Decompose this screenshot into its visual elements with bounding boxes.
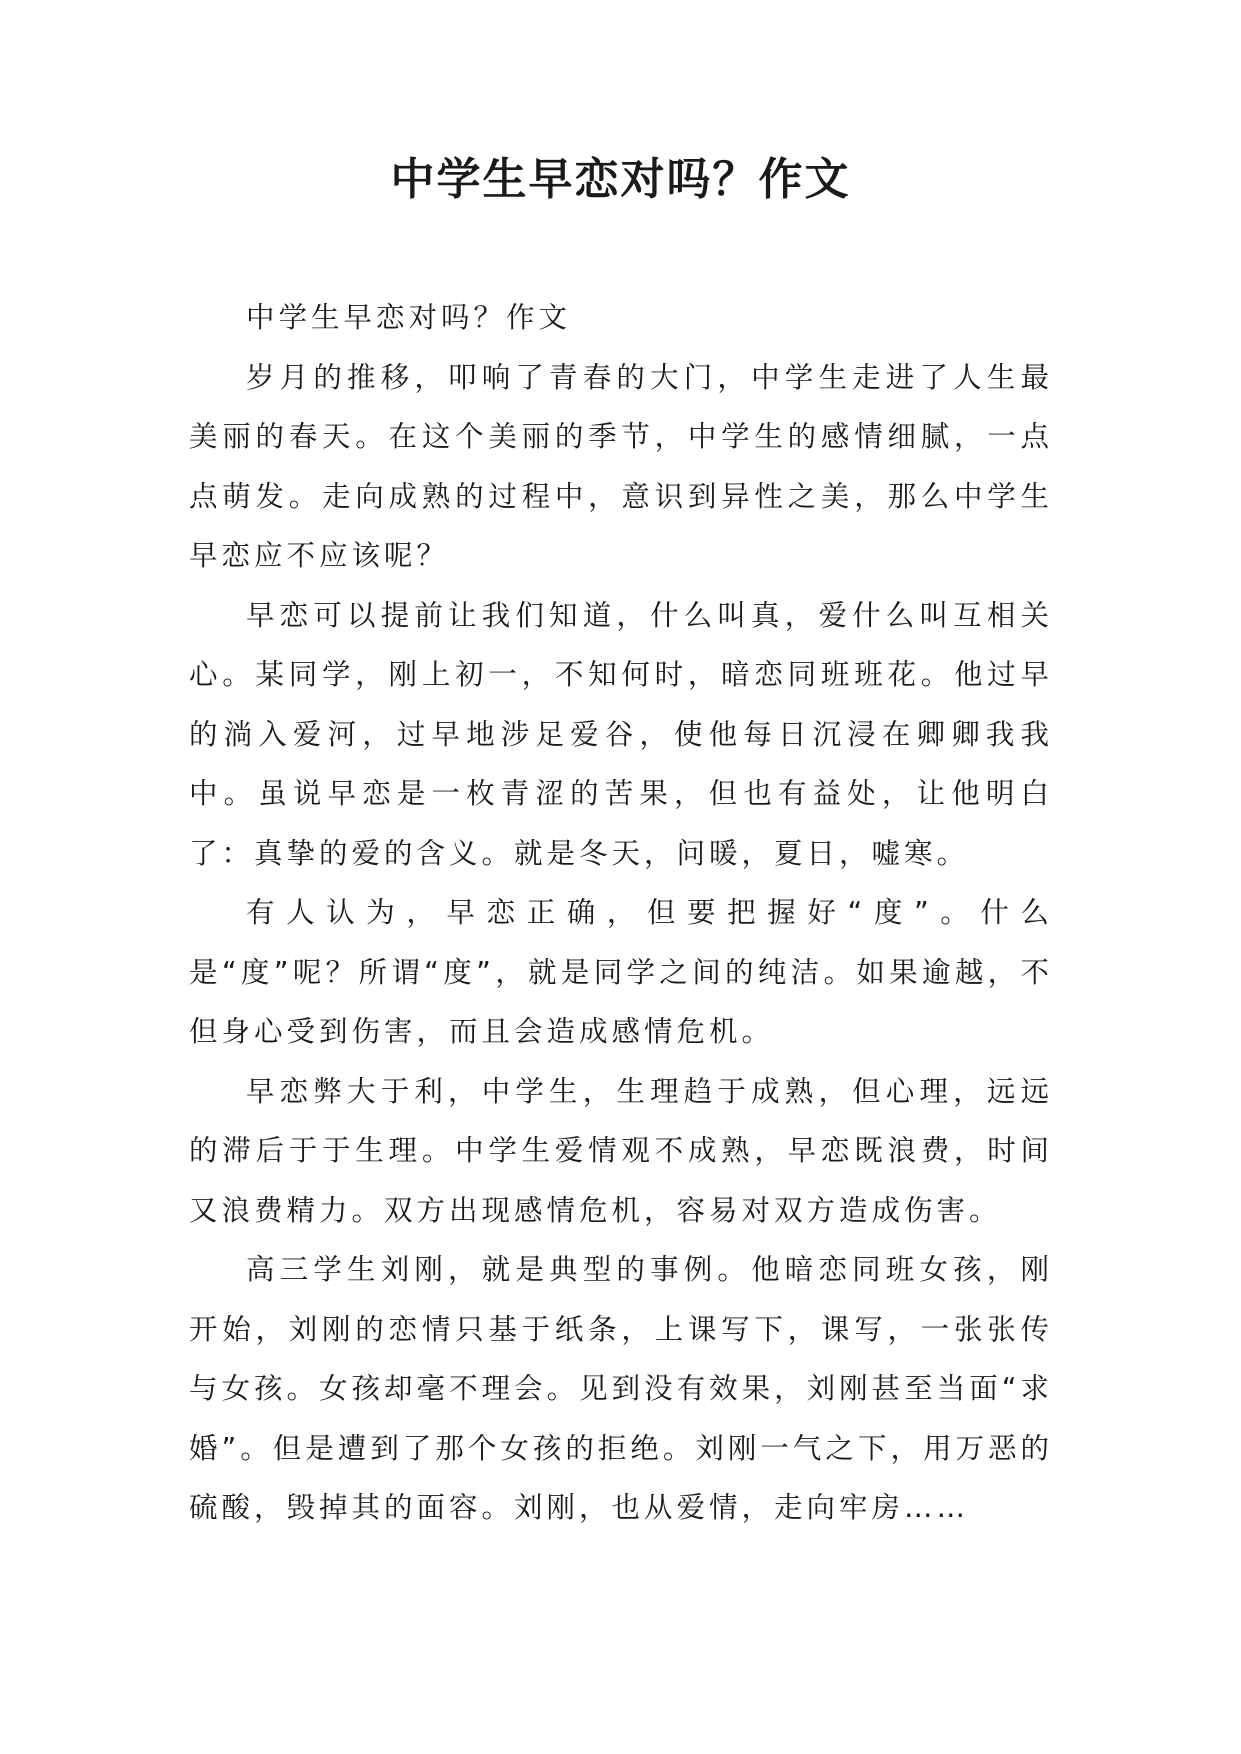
document-body [189,288,1053,1538]
document-title: 中学生早恋对吗？作文 [390,154,851,205]
paragraph-heading: 中学生早恋对吗？作文 [246,301,572,334]
paragraph-example: 高三学生刘刚，就是典型的事例。他暗恋同班女孩，刚开始，刘刚的恋情只基于纸条，上课写下，课写，一张张传与女孩。女孩却毫不理会。见到没有效果，刘刚甚至当面“求婚”。但是遭到了那个女孩的拒绝。刘刚一气之下，用万恶的硫酸，毁掉其的面容。刘刚，也从爱情，走向牢房…… [189,1253,1053,1524]
paragraph-measure: 有人认为，早恋正确，但要把握好“度”。什么是“度”呢？所谓“度”，就是同学之间的纯洁。如果逾越，不但身心受到伤害，而且会造成感情危机。 [189,896,1053,1048]
paragraph-harms: 早恋弊大于利，中学生，生理趋于成熟，但心理，远远的滞后于于生理。中学生爱情观不成熟，早恋既浪费，时间又浪费精力。双方出现感情危机，容易对双方造成伤害。 [189,1074,1053,1227]
paragraph-intro: 岁月的推移，叩响了青春的大门，中学生走进了人生最美丽的春天。在这个美丽的季节，中学生的感情细腻，一点点萌发。走向成熟的过程中，意识到异性之美，那么中学生早恋应不应该呢？ [189,360,1053,572]
paragraph-benefits: 早恋可以提前让我们知道，什么叫真，爱什么叫互相关心。某同学，刚上初一，不知何时，暗恋同班班花。他过早的淌入爱河，过早地涉足爱谷，使他每日沉浸在卿卿我我中。虽说早恋是一枚青涩的苦果，但也有益处，让他明白了：真挚的爱的含义。就是冬天，问暖，夏日，嘘寒。 [189,598,1053,870]
